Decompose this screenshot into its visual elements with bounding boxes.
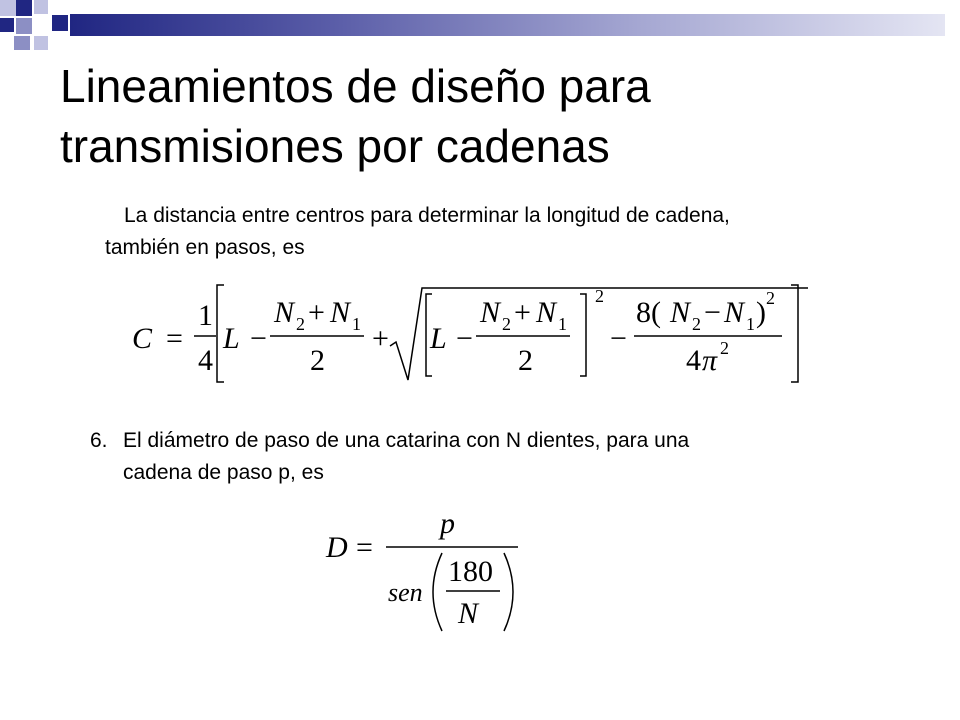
eq1-N2c: N (670, 296, 691, 329)
item-6-number: 6. (90, 429, 108, 452)
intro-line-1: La distancia entre centros para determinar la longitud de cadena, (124, 204, 730, 227)
eq1-N2a: N (274, 296, 295, 329)
eq1-two-a: 2 (310, 344, 325, 377)
eq1-sub2c: 2 (692, 314, 701, 334)
eq1-pi: π (702, 344, 718, 377)
eq1-N1c: N (724, 296, 745, 329)
eq2-left-paren (433, 553, 442, 631)
eq1-one: 1 (198, 299, 213, 332)
eq1-equals: = (166, 322, 183, 355)
eq1-outer-right-bracket (791, 285, 798, 382)
eq2-equals: = (356, 531, 373, 564)
eq1-sub2b: 2 (502, 314, 511, 334)
intro-line-2: también en pasos, es (105, 236, 305, 259)
eq1-sub1b: 1 (558, 314, 567, 334)
item-6-line-2: cadena de paso p, es (123, 461, 324, 484)
eq1-minus2: − (456, 322, 473, 355)
eq2-lhs: D (326, 531, 348, 564)
eq1-inner-exp: 2 (766, 288, 775, 308)
eq1-four-pi: 4 (686, 344, 701, 377)
eq1-L1: L (223, 322, 240, 355)
decor-square-5 (16, 18, 32, 34)
eq1-minus-inner: − (704, 296, 721, 329)
item-6-line-1: El diámetro de paso de una catarina con N dientes, para una (123, 429, 690, 452)
decor-square-1 (0, 0, 16, 16)
decor-square-7 (14, 36, 30, 50)
eq1-inner-right-bracket (580, 294, 586, 376)
decor-square-4 (0, 18, 14, 32)
eq1-plus: + (372, 322, 389, 355)
eq1-two-b: 2 (518, 344, 533, 377)
eq1-sub1c: 1 (746, 314, 755, 334)
eq2-sen: sen (388, 578, 423, 607)
eq1-pi-exp: 2 (720, 338, 729, 358)
eq1-plus-inner-b: + (514, 296, 531, 329)
pitch-diameter-equation (320, 505, 530, 640)
eq1-N1a: N (330, 296, 351, 329)
decor-square-6 (52, 15, 68, 31)
item-6 (90, 425, 910, 489)
eq2-180: 180 (448, 555, 493, 588)
title-line-1: Lineamientos de diseño para (60, 60, 651, 112)
eq1-close-paren: ) (756, 296, 766, 329)
eq1-minus1: − (250, 322, 267, 355)
eq1-N1b: N (536, 296, 557, 329)
eq1-N2b: N (480, 296, 501, 329)
decor-square-2 (16, 0, 32, 16)
decor-square-8 (34, 36, 48, 50)
eq1-eight: 8( (636, 296, 661, 329)
eq2-p: p (440, 507, 455, 540)
eq1-sub1a: 1 (352, 314, 361, 334)
eq1-sub2a: 2 (296, 314, 305, 334)
eq1-lhs: C (132, 322, 153, 355)
eq1-minus3: − (610, 322, 627, 355)
eq1-square-exp: 2 (595, 286, 604, 306)
slide-title (60, 56, 920, 176)
eq2-right-paren (504, 553, 513, 631)
intro-paragraph (105, 200, 925, 264)
decor-gradient-bar (70, 14, 945, 36)
eq1-plus-inner-a: + (308, 296, 325, 329)
decor-square-3 (34, 0, 48, 14)
eq2-N: N (458, 597, 479, 630)
title-line-2: transmisiones por cadenas (60, 120, 610, 172)
eq1-L2: L (430, 322, 447, 355)
center-distance-equation (120, 280, 820, 390)
eq1-four: 4 (198, 344, 213, 377)
